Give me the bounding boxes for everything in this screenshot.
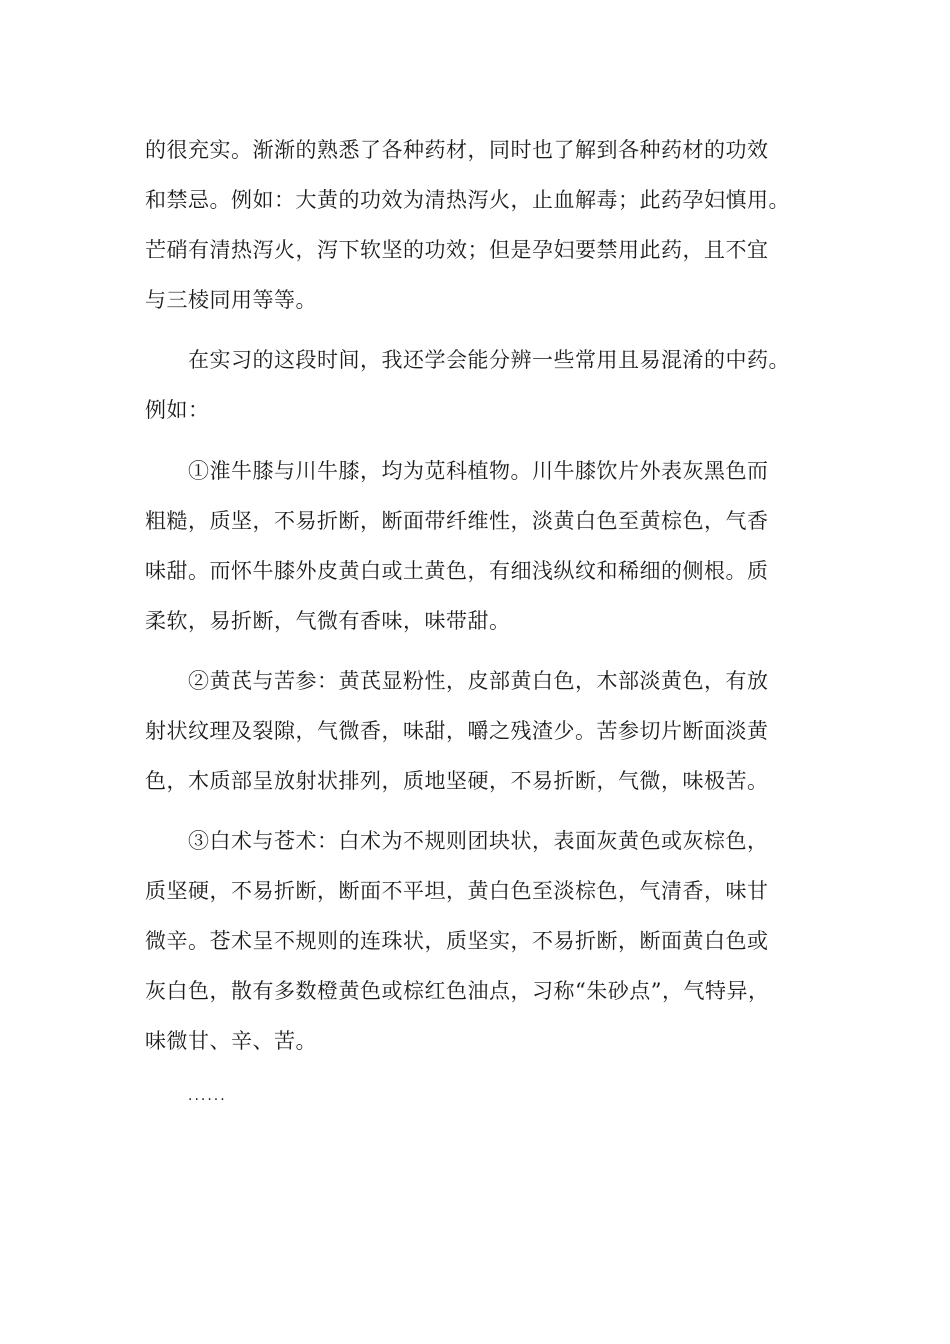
paragraph-5-line-3: 微辛。苍术呈不规则的连珠状，质坚实，不易折断，断面黄白色或: [145, 929, 769, 953]
paragraph-5-line-1: ③白术与苍术：白术为不规则团块状，表面灰黄色或灰棕色，: [188, 829, 769, 853]
paragraph-4-line-3: 色，木质部呈放射状排列，质地坚硬，不易折断，气微，味极苦。: [145, 769, 769, 793]
paragraph-1-line-1: 的很充实。渐渐的熟悉了各种药材，同时也了解到各种药材的功效: [145, 138, 769, 162]
paragraph-1-line-4: 与三棱同用等等。: [145, 288, 317, 312]
paragraph-3-line-1: ①淮牛膝与川牛膝，均为苋科植物。川牛膝饮片外表灰黑色而: [188, 459, 769, 483]
paragraph-5-line-5: 味微甘、辛、苦。: [145, 1029, 317, 1053]
paragraph-1-line-2: 和禁忌。例如：大黄的功效为清热泻火，止血解毒；此药孕妇慎用。: [145, 188, 790, 212]
continuation-ellipsis: ······: [188, 1092, 227, 1108]
paragraph-4-line-2: 射状纹理及裂隙，气微香，味甜，嚼之残渣少。苦参切片断面淡黄: [145, 719, 769, 743]
paragraph-3-line-2: 粗糙，质坚，不易折断，断面带纤维性，淡黄白色至黄棕色，气香: [145, 509, 769, 533]
paragraph-3-line-4: 柔软，易折断，气微有香味，味带甜。: [145, 609, 511, 633]
paragraph-5-line-2: 质坚硬，不易折断，断面不平坦，黄白色至淡棕色，气清香，味甘: [145, 879, 769, 903]
paragraph-4-line-1: ②黄芪与苦参：黄芪显粉性，皮部黄白色，木部淡黄色，有放: [188, 669, 769, 693]
paragraph-2-line-1: 在实习的这段时间，我还学会能分辨一些常用且易混淆的中药。: [188, 348, 790, 372]
paragraph-3-line-3: 味甜。而怀牛膝外皮黄白或土黄色，有细浅纵纹和稀细的侧根。质: [145, 559, 769, 583]
paragraph-1-line-3: 芒硝有清热泻火，泻下软坚的功效；但是孕妇要禁用此药，且不宜: [145, 238, 769, 262]
paragraph-2-line-2: 例如：: [145, 398, 210, 422]
paragraph-5-line-4: 灰白色，散有多数橙黄色或棕红色油点，习称“朱砂点”，气特异，: [145, 979, 770, 1003]
